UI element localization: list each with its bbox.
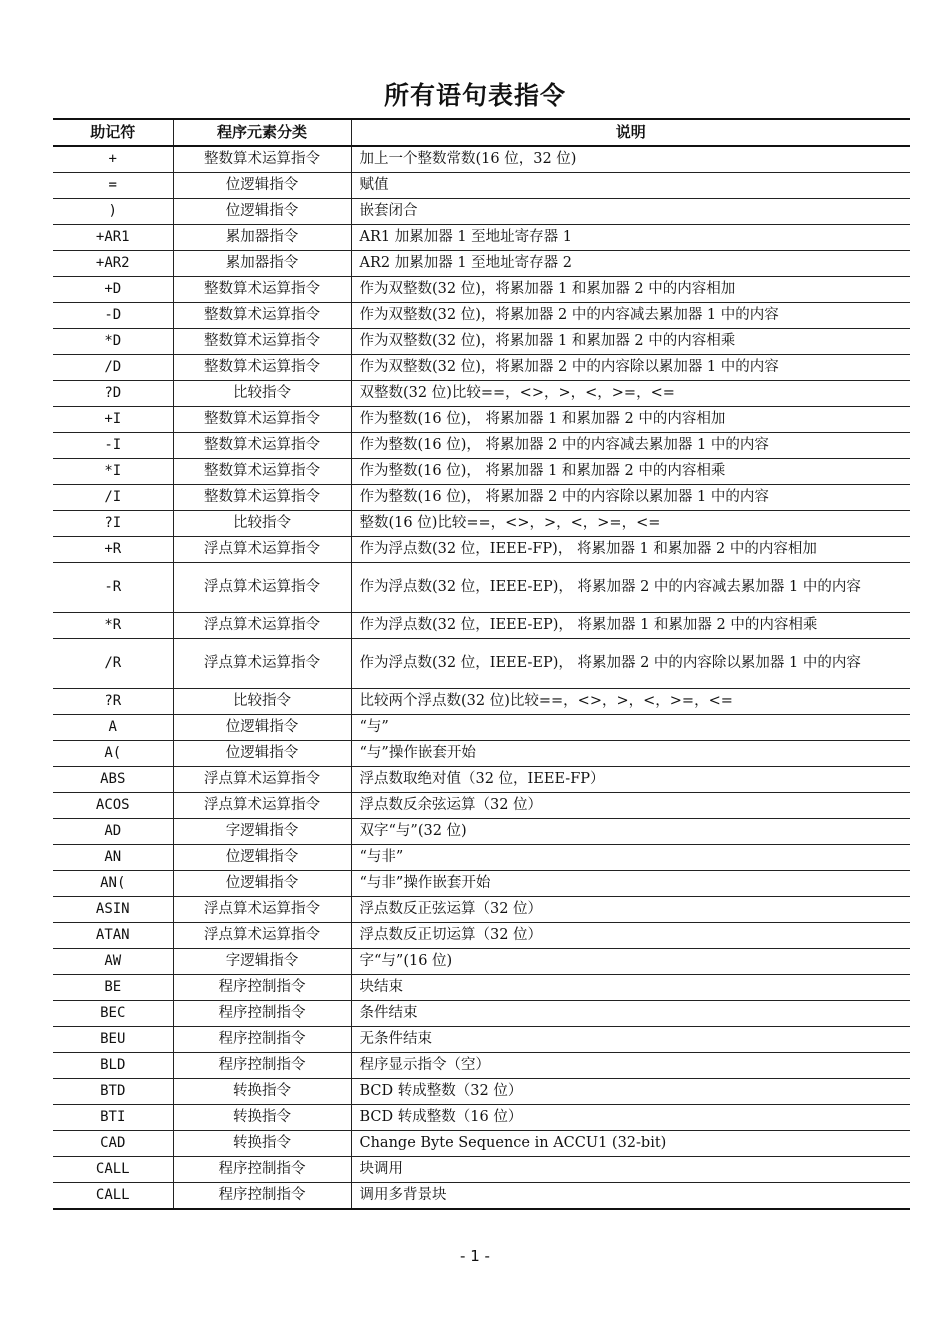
mnemonic-cell: ATAN	[53, 923, 173, 949]
table-row	[53, 741, 910, 767]
description-cell: 浮点数反正弦运算（32 位）	[351, 897, 910, 923]
description-cell: 加上一个整数常数(16 位，32 位)	[351, 146, 910, 173]
category-cell: 程序控制指令	[173, 1053, 351, 1079]
category-cell: 位逻辑指令	[173, 871, 351, 897]
category-cell: 比较指令	[173, 689, 351, 715]
mnemonic-cell: *R	[53, 613, 173, 639]
mnemonic-cell: +	[53, 146, 173, 173]
mnemonic-cell: +I	[53, 407, 173, 433]
mnemonic-cell: BEU	[53, 1027, 173, 1053]
mnemonic-cell: A(	[53, 741, 173, 767]
description-cell: 字“与”(16 位)	[351, 949, 910, 975]
category-cell: 比较指令	[173, 511, 351, 537]
mnemonic-cell: +AR2	[53, 251, 173, 277]
table-row	[53, 639, 910, 689]
description-cell: 作为整数(16 位)， 将累加器 1 和累加器 2 中的内容相加	[351, 407, 910, 433]
instruction-table	[53, 118, 910, 1210]
table-row	[53, 819, 910, 845]
mnemonic-cell: ABS	[53, 767, 173, 793]
description-cell: “与非”	[351, 845, 910, 871]
header-category: 程序元素分类	[173, 119, 351, 146]
description-cell: 作为浮点数(32 位，IEEE-EP)， 将累加器 1 和累加器 2 中的内容相乘	[351, 613, 910, 639]
table-row	[53, 793, 910, 819]
mnemonic-cell: ?I	[53, 511, 173, 537]
table-row	[53, 975, 910, 1001]
mnemonic-cell: AW	[53, 949, 173, 975]
table-row	[53, 511, 910, 537]
description-cell: 条件结束	[351, 1001, 910, 1027]
description-cell: “与”	[351, 715, 910, 741]
mnemonic-cell: BTD	[53, 1079, 173, 1105]
mnemonic-cell: *D	[53, 329, 173, 355]
mnemonic-cell: ?R	[53, 689, 173, 715]
category-cell: 位逻辑指令	[173, 741, 351, 767]
mnemonic-cell: /D	[53, 355, 173, 381]
table-row	[53, 537, 910, 563]
table-row	[53, 355, 910, 381]
category-cell: 位逻辑指令	[173, 715, 351, 741]
description-cell: 作为双整数(32 位)，将累加器 2 中的内容减去累加器 1 中的内容	[351, 303, 910, 329]
mnemonic-cell: AD	[53, 819, 173, 845]
table-row	[53, 563, 910, 613]
description-cell: 程序显示指令（空）	[351, 1053, 910, 1079]
description-cell: 双整数(32 位)比较==，<>，>，<，>=，<=	[351, 381, 910, 407]
mnemonic-cell: )	[53, 199, 173, 225]
category-cell: 比较指令	[173, 381, 351, 407]
table-row	[53, 613, 910, 639]
mnemonic-cell: -D	[53, 303, 173, 329]
mnemonic-cell: AN(	[53, 871, 173, 897]
table-row	[53, 225, 910, 251]
table-row	[53, 689, 910, 715]
description-cell: 浮点数取绝对值（32 位，IEEE-FP）	[351, 767, 910, 793]
category-cell: 浮点算术运算指令	[173, 537, 351, 563]
description-cell: 赋值	[351, 173, 910, 199]
category-cell: 转换指令	[173, 1131, 351, 1157]
table-row	[53, 1079, 910, 1105]
table-row	[53, 433, 910, 459]
mnemonic-cell: +AR1	[53, 225, 173, 251]
description-cell: 嵌套闭合	[351, 199, 910, 225]
category-cell: 整数算术运算指令	[173, 433, 351, 459]
description-cell: Change Byte Sequence in ACCU1 (32-bit)	[351, 1131, 910, 1157]
category-cell: 字逻辑指令	[173, 819, 351, 845]
table-row	[53, 277, 910, 303]
description-cell: 作为整数(16 位)， 将累加器 2 中的内容减去累加器 1 中的内容	[351, 433, 910, 459]
description-cell: 块调用	[351, 1157, 910, 1183]
header-description: 说明	[351, 119, 910, 146]
description-cell: 作为浮点数(32 位，IEEE-EP)， 将累加器 2 中的内容除以累加器 1 中的内容	[351, 639, 910, 689]
table-row	[53, 173, 910, 199]
category-cell: 浮点算术运算指令	[173, 923, 351, 949]
table-row	[53, 199, 910, 225]
category-cell: 浮点算术运算指令	[173, 613, 351, 639]
category-cell: 程序控制指令	[173, 1157, 351, 1183]
category-cell: 整数算术运算指令	[173, 459, 351, 485]
table-row	[53, 146, 910, 173]
category-cell: 转换指令	[173, 1105, 351, 1131]
mnemonic-cell: -I	[53, 433, 173, 459]
table-row	[53, 459, 910, 485]
mnemonic-cell: CAD	[53, 1131, 173, 1157]
category-cell: 程序控制指令	[173, 975, 351, 1001]
mnemonic-cell: BEC	[53, 1001, 173, 1027]
mnemonic-cell: AN	[53, 845, 173, 871]
description-cell: 双字“与”(32 位)	[351, 819, 910, 845]
mnemonic-cell: /I	[53, 485, 173, 511]
category-cell: 浮点算术运算指令	[173, 563, 351, 613]
category-cell: 整数算术运算指令	[173, 355, 351, 381]
category-cell: 整数算术运算指令	[173, 329, 351, 355]
category-cell: 整数算术运算指令	[173, 407, 351, 433]
description-cell: 作为双整数(32 位)，将累加器 1 和累加器 2 中的内容相乘	[351, 329, 910, 355]
mnemonic-cell: +R	[53, 537, 173, 563]
mnemonic-cell: ?D	[53, 381, 173, 407]
table-row	[53, 1001, 910, 1027]
description-cell: BCD 转成整数（32 位）	[351, 1079, 910, 1105]
mnemonic-cell: +D	[53, 277, 173, 303]
table-row	[53, 1183, 910, 1210]
description-cell: 调用多背景块	[351, 1183, 910, 1210]
description-cell: 作为浮点数(32 位，IEEE-EP)， 将累加器 2 中的内容减去累加器 1 中的内容	[351, 563, 910, 613]
description-cell: 无条件结束	[351, 1027, 910, 1053]
mnemonic-cell: =	[53, 173, 173, 199]
table-row	[53, 303, 910, 329]
table-row	[53, 1157, 910, 1183]
page-title: 所有语句表指令	[383, 81, 566, 110]
table-row	[53, 715, 910, 741]
table-row	[53, 845, 910, 871]
table-row	[53, 871, 910, 897]
category-cell: 浮点算术运算指令	[173, 639, 351, 689]
description-cell: 浮点数反正切运算（32 位）	[351, 923, 910, 949]
table-row	[53, 949, 910, 975]
table-row	[53, 1053, 910, 1079]
table-row	[53, 381, 910, 407]
page-number: - 1 -	[460, 1247, 490, 1265]
category-cell: 整数算术运算指令	[173, 277, 351, 303]
category-cell: 位逻辑指令	[173, 173, 351, 199]
category-cell: 程序控制指令	[173, 1027, 351, 1053]
description-cell: “与非”操作嵌套开始	[351, 871, 910, 897]
mnemonic-cell: CALL	[53, 1183, 173, 1210]
mnemonic-cell: BE	[53, 975, 173, 1001]
table-header-row	[53, 119, 910, 146]
category-cell: 累加器指令	[173, 251, 351, 277]
category-cell: 整数算术运算指令	[173, 485, 351, 511]
description-cell: 浮点数反余弦运算（32 位）	[351, 793, 910, 819]
table-row	[53, 251, 910, 277]
category-cell: 浮点算术运算指令	[173, 767, 351, 793]
description-cell: 整数(16 位)比较==，<>，>，<，>=，<=	[351, 511, 910, 537]
mnemonic-cell: A	[53, 715, 173, 741]
description-cell: AR1 加累加器 1 至地址寄存器 1	[351, 225, 910, 251]
table-row	[53, 485, 910, 511]
category-cell: 累加器指令	[173, 225, 351, 251]
mnemonic-cell: ACOS	[53, 793, 173, 819]
description-cell: “与”操作嵌套开始	[351, 741, 910, 767]
table-row	[53, 1027, 910, 1053]
mnemonic-cell: CALL	[53, 1157, 173, 1183]
category-cell: 整数算术运算指令	[173, 303, 351, 329]
category-cell: 转换指令	[173, 1079, 351, 1105]
category-cell: 浮点算术运算指令	[173, 793, 351, 819]
description-cell: 比较两个浮点数(32 位)比较==，<>，>，<，>=，<=	[351, 689, 910, 715]
description-cell: 块结束	[351, 975, 910, 1001]
description-cell: AR2 加累加器 1 至地址寄存器 2	[351, 251, 910, 277]
mnemonic-cell: ASIN	[53, 897, 173, 923]
table-row	[53, 923, 910, 949]
mnemonic-cell: *I	[53, 459, 173, 485]
description-cell: 作为浮点数(32 位，IEEE-FP)， 将累加器 1 和累加器 2 中的内容相加	[351, 537, 910, 563]
description-cell: 作为双整数(32 位)，将累加器 2 中的内容除以累加器 1 中的内容	[351, 355, 910, 381]
category-cell: 程序控制指令	[173, 1183, 351, 1210]
table-row	[53, 329, 910, 355]
table-row	[53, 767, 910, 793]
table-row	[53, 1105, 910, 1131]
description-cell: 作为整数(16 位)， 将累加器 1 和累加器 2 中的内容相乘	[351, 459, 910, 485]
table-row	[53, 407, 910, 433]
mnemonic-cell: /R	[53, 639, 173, 689]
mnemonic-cell: BLD	[53, 1053, 173, 1079]
mnemonic-cell: BTI	[53, 1105, 173, 1131]
header-mnemonic: 助记符	[53, 119, 173, 146]
table-row	[53, 897, 910, 923]
category-cell: 位逻辑指令	[173, 199, 351, 225]
category-cell: 字逻辑指令	[173, 949, 351, 975]
table-row	[53, 1131, 910, 1157]
mnemonic-cell: -R	[53, 563, 173, 613]
category-cell: 浮点算术运算指令	[173, 897, 351, 923]
description-cell: BCD 转成整数（16 位）	[351, 1105, 910, 1131]
category-cell: 程序控制指令	[173, 1001, 351, 1027]
description-cell: 作为整数(16 位)， 将累加器 2 中的内容除以累加器 1 中的内容	[351, 485, 910, 511]
category-cell: 位逻辑指令	[173, 845, 351, 871]
category-cell: 整数算术运算指令	[173, 146, 351, 173]
description-cell: 作为双整数(32 位)，将累加器 1 和累加器 2 中的内容相加	[351, 277, 910, 303]
